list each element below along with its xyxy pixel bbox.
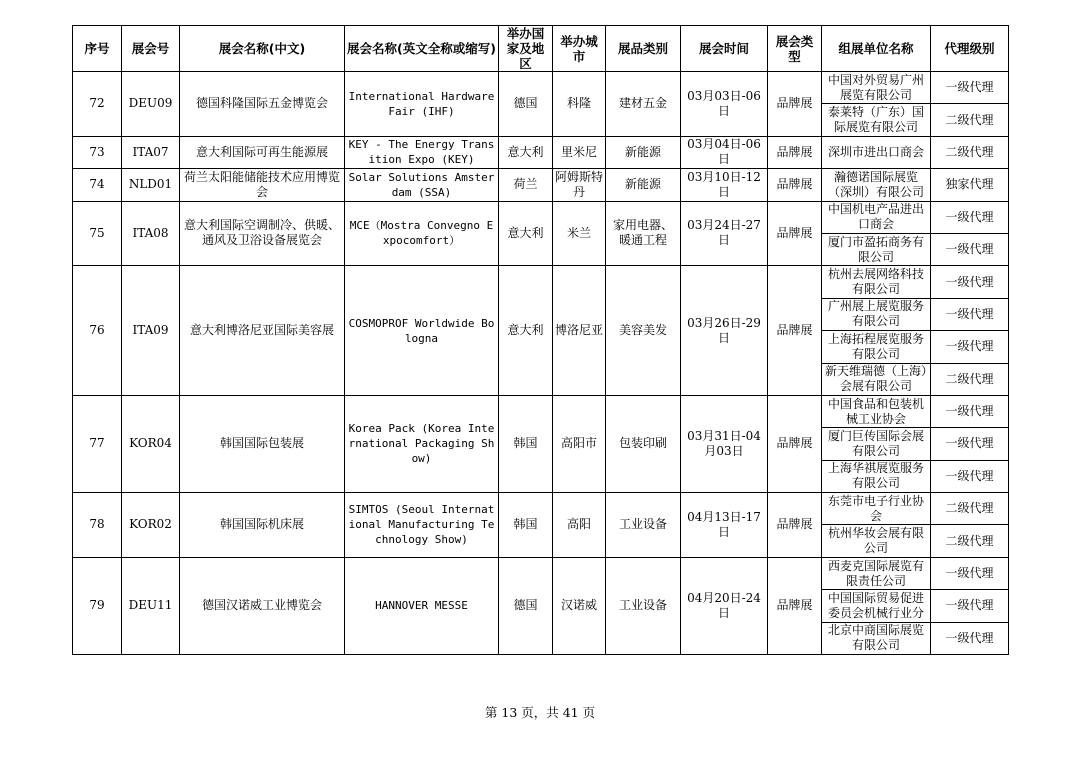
row-number-cell: 76 [73,266,122,396]
country-cell: 意大利 [499,201,553,266]
agency-level-cell: 二级代理 [931,104,1009,136]
exhibition-code-cell: DEU11 [122,557,180,654]
date-cell: 03月26日-29日 [681,266,768,396]
organizer-cell: 深圳市进出口商会 [822,136,931,168]
agency-level-cell: 一级代理 [931,201,1009,233]
row-number-cell: 74 [73,169,122,201]
exhibition-name-cn-cell: 意大利国际空调制冷、供暖、通风及卫浴设备展览会 [180,201,345,266]
exhibition-type-cell: 品牌展 [768,395,822,492]
organizer-cell: 北京中商国际展览有限公司 [822,622,931,654]
organizer-cell: 中国食品和包装机械工业协会 [822,395,931,427]
agency-level-cell: 一级代理 [931,233,1009,265]
table-row [73,395,1009,427]
header-cell: 代理级别 [931,26,1009,72]
header-cell: 组展单位名称 [822,26,931,72]
header-cell: 展会类型 [768,26,822,72]
exhibition-type-cell: 品牌展 [768,169,822,201]
row-number-cell: 73 [73,136,122,168]
exhibition-code-cell: KOR02 [122,493,180,558]
exhibition-name-cn-cell: 德国汉诺威工业博览会 [180,557,345,654]
exhibition-name-en-cell: SIMTOS (Seoul International Manufacturing Technology Show) [345,493,499,558]
agency-level-cell: 二级代理 [931,525,1009,557]
organizer-cell: 中国国际贸易促进委员会机械行业分 [822,590,931,622]
date-cell: 03月10日-12日 [681,169,768,201]
agency-level-cell: 一级代理 [931,266,1009,298]
country-cell: 德国 [499,557,553,654]
header-cell: 展会号 [122,26,180,72]
row-number-cell: 72 [73,72,122,137]
agency-level-cell: 一级代理 [931,395,1009,427]
organizer-cell: 新天维瑞德（上海）会展有限公司 [822,363,931,395]
exhibition-name-en-cell: International Hardware Fair (IHF) [345,72,499,137]
category-cell: 工业设备 [606,557,681,654]
date-cell: 03月04日-06日 [681,136,768,168]
city-cell: 米兰 [553,201,606,266]
exhibition-table [72,25,1009,655]
exhibition-name-en-cell: Korea Pack (Korea International Packaging Show) [345,395,499,492]
exhibition-type-cell: 品牌展 [768,266,822,396]
agency-level-cell: 一级代理 [931,72,1009,104]
table-row [73,493,1009,525]
row-number-cell: 78 [73,493,122,558]
exhibition-type-cell: 品牌展 [768,557,822,654]
header-cell: 序号 [73,26,122,72]
category-cell: 新能源 [606,136,681,168]
exhibition-name-en-cell: Solar Solutions Amsterdam (SSA) [345,169,499,201]
organizer-cell: 东莞市电子行业协会 [822,493,931,525]
table-body [73,72,1009,655]
country-cell: 意大利 [499,266,553,396]
date-cell: 04月13日-17日 [681,493,768,558]
table-row [73,201,1009,233]
category-cell: 新能源 [606,169,681,201]
city-cell: 阿姆斯特丹 [553,169,606,201]
date-cell: 03月31日-04月03日 [681,395,768,492]
country-cell: 韩国 [499,395,553,492]
organizer-cell: 厦门巨传国际会展有限公司 [822,428,931,460]
organizer-cell: 中国对外贸易广州展览有限公司 [822,72,931,104]
header-cell: 展会时间 [681,26,768,72]
exhibition-code-cell: ITA09 [122,266,180,396]
exhibition-name-en-cell: HANNOVER MESSE [345,557,499,654]
exhibition-type-cell: 品牌展 [768,136,822,168]
exhibition-name-cn-cell: 意大利国际可再生能源展 [180,136,345,168]
city-cell: 高阳 [553,493,606,558]
header-cell: 展会名称(中文) [180,26,345,72]
header-cell: 展品类别 [606,26,681,72]
agency-level-cell: 一级代理 [931,557,1009,589]
organizer-cell: 瀚德诺国际展览（深圳）有限公司 [822,169,931,201]
header-cell: 展会名称(英文全称或缩写) [345,26,499,72]
exhibition-type-cell: 品牌展 [768,493,822,558]
exhibition-code-cell: ITA07 [122,136,180,168]
organizer-cell: 上海拓程展览服务有限公司 [822,331,931,363]
exhibition-name-cn-cell: 德国科隆国际五金博览会 [180,72,345,137]
category-cell: 美容美发 [606,266,681,396]
header-row [73,26,1009,72]
agency-level-cell: 一级代理 [931,460,1009,492]
date-cell: 03月24日-27日 [681,201,768,266]
category-cell: 工业设备 [606,493,681,558]
table-row [73,169,1009,201]
organizer-cell: 杭州华妆会展有限公司 [822,525,931,557]
city-cell: 里米尼 [553,136,606,168]
agency-level-cell: 二级代理 [931,363,1009,395]
organizer-cell: 杭州去展网络科技有限公司 [822,266,931,298]
organizer-cell: 广州展上展览服务有限公司 [822,298,931,330]
exhibition-name-en-cell: COSMOPROF Worldwide Bologna [345,266,499,396]
agency-level-cell: 一级代理 [931,331,1009,363]
category-cell: 建材五金 [606,72,681,137]
exhibition-name-cn-cell: 荷兰太阳能储能技术应用博览会 [180,169,345,201]
organizer-cell: 泰莱特（广东）国际展览有限公司 [822,104,931,136]
city-cell: 高阳市 [553,395,606,492]
page-footer: 第 13 页，共 41 页 [484,705,596,720]
exhibition-name-cn-cell: 韩国国际机床展 [180,493,345,558]
agency-level-cell: 一级代理 [931,590,1009,622]
table-row [73,266,1009,298]
country-cell: 德国 [499,72,553,137]
exhibition-type-cell: 品牌展 [768,72,822,137]
country-cell: 意大利 [499,136,553,168]
category-cell: 包装印刷 [606,395,681,492]
exhibition-name-cn-cell: 意大利博洛尼亚国际美容展 [180,266,345,396]
table-row [73,136,1009,168]
organizer-cell: 中国机电产品进出口商会 [822,201,931,233]
organizer-cell: 厦门市盈拓商务有限公司 [822,233,931,265]
city-cell: 博洛尼亚 [553,266,606,396]
organizer-cell: 上海华祺展览服务有限公司 [822,460,931,492]
row-number-cell: 77 [73,395,122,492]
date-cell: 03月03日-06日 [681,72,768,137]
row-number-cell: 79 [73,557,122,654]
exhibition-code-cell: DEU09 [122,72,180,137]
agency-level-cell: 二级代理 [931,136,1009,168]
row-number-cell: 75 [73,201,122,266]
agency-level-cell: 独家代理 [931,169,1009,201]
exhibition-name-en-cell: KEY - The Energy Transition Expo (KEY) [345,136,499,168]
header-cell: 举办城市 [553,26,606,72]
table-row [73,72,1009,104]
exhibition-code-cell: KOR04 [122,395,180,492]
exhibition-type-cell: 品牌展 [768,201,822,266]
category-cell: 家用电器、暖通工程 [606,201,681,266]
city-cell: 汉诺威 [553,557,606,654]
header-cell: 举办国家及地区 [499,26,553,72]
city-cell: 科隆 [553,72,606,137]
exhibition-code-cell: ITA08 [122,201,180,266]
country-cell: 荷兰 [499,169,553,201]
agency-level-cell: 一级代理 [931,428,1009,460]
exhibition-code-cell: NLD01 [122,169,180,201]
organizer-cell: 西麦克国际展览有限责任公司 [822,557,931,589]
table-row [73,557,1009,589]
date-cell: 04月20日-24日 [681,557,768,654]
country-cell: 韩国 [499,493,553,558]
agency-level-cell: 一级代理 [931,298,1009,330]
exhibition-name-en-cell: MCE（Mostra Convegno Expocomfort） [345,201,499,266]
agency-level-cell: 二级代理 [931,493,1009,525]
exhibition-name-cn-cell: 韩国国际包装展 [180,395,345,492]
agency-level-cell: 一级代理 [931,622,1009,654]
